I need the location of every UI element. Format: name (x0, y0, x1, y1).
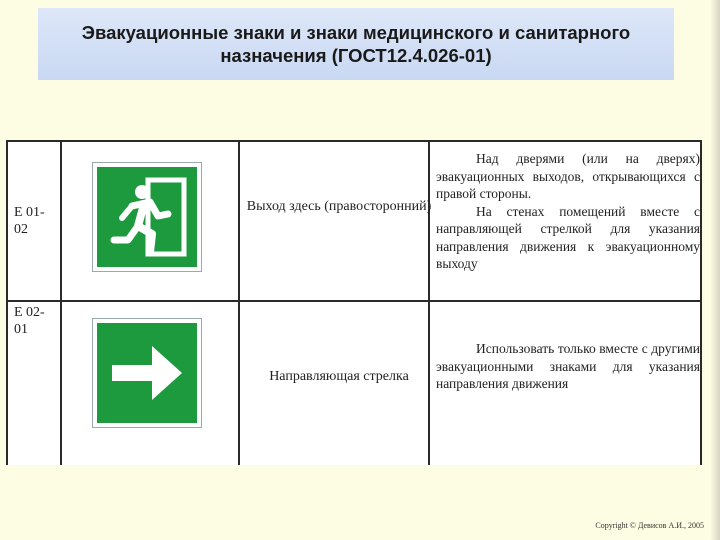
description-paragraph: На стенах помещений вместе с направляющей стрелкой для указания направления движения к эвакуационному выходу (436, 203, 700, 271)
sign-code: Е 02- 01 (14, 305, 45, 337)
description-paragraph: Использовать только вместе с другими эвакуационными знаками для указания направления движения (436, 341, 700, 391)
page-edge (710, 0, 720, 540)
sign-description (436, 150, 700, 273)
title-banner (38, 8, 674, 80)
table-row-divider (6, 300, 702, 302)
emergency-exit-running-man-icon (97, 167, 197, 267)
sign-description (436, 340, 700, 393)
sign-arrow (92, 318, 202, 428)
right-arrow-icon (97, 323, 197, 423)
table-border-left (6, 140, 8, 465)
sign-label: Направляющая стрелка (269, 369, 409, 384)
table-divider-1 (60, 140, 62, 465)
description-paragraph: Над дверями (или на дверях) эвакуационных выходов, открывающихся с правой стороны. (436, 151, 700, 201)
signs-table (6, 140, 702, 465)
table-divider-3 (428, 140, 430, 465)
sign-code: Е 01- 02 (14, 205, 45, 237)
page-title: Эвакуационные знаки и знаки медицинского и санитарного назначения (ГОСТ12.4.026-01) (81, 22, 631, 66)
table-border-right (700, 140, 702, 465)
copyright-footer: Copyright © Девисов А.И., 2005 (595, 521, 704, 530)
sign-exit (92, 162, 202, 272)
sign-label: Выход здесь (правосторонний) (246, 199, 432, 214)
table-divider-2 (238, 140, 240, 465)
table-border-top (6, 140, 702, 142)
